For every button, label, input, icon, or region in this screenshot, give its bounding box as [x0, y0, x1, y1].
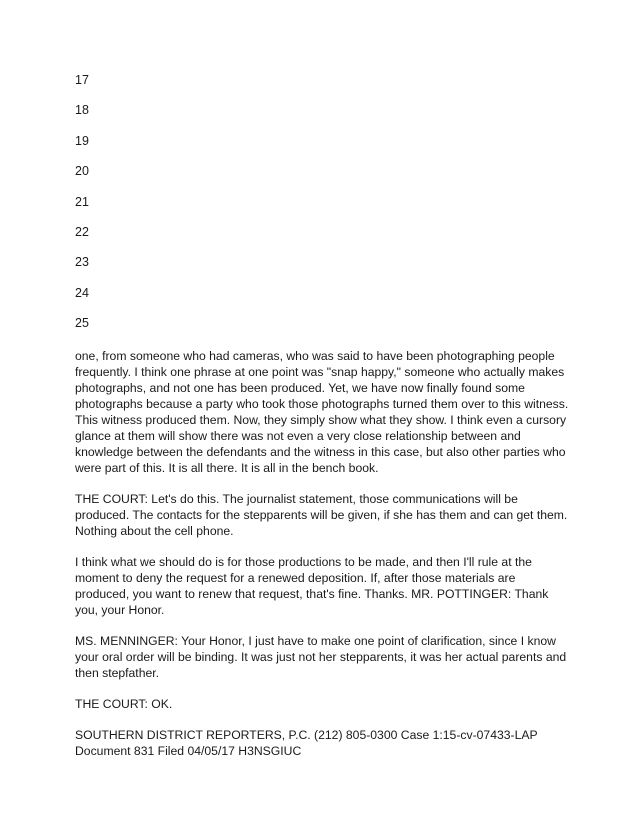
- line-number: 24: [75, 285, 89, 300]
- line-number: 23: [75, 255, 89, 270]
- paragraph-menninger: MS. MENNINGER: Your Honor, I just have to make one point of clarification, since I know your oral order will be binding. It was just not her stepparents, it was her actual parents and then stepfather.: [75, 634, 567, 680]
- line-number: 19: [75, 133, 89, 148]
- line-number: 18: [75, 103, 89, 118]
- line-number: 21: [75, 194, 89, 209]
- line-number-column: [75, 73, 89, 347]
- paragraph-testimony: one, from someone who had cameras, who was said to have been photographing people frequently. I think one phrase at one point was "snap happy," someone who actually makes photographs, and not one has been produced. Yet, we have now finally found some photographs because a party who took those photographs turned them over to this witness. This witness produced them. Now, they simply show what they show. I think even a cursory glance at them will show there was not even a very close relationship between and knowledge between the defendants and the witness in this case, but also other parties who were part of this. It is all there. It is all in the bench book.: [75, 349, 569, 475]
- line-number: 17: [75, 73, 89, 87]
- line-number: 22: [75, 224, 89, 239]
- line-number: 20: [75, 164, 89, 179]
- paragraph-court-ok: THE COURT: OK.: [75, 697, 173, 711]
- transcript-body: [75, 348, 570, 774]
- reporter-footer: SOUTHERN DISTRICT REPORTERS, P.C. (212) 805-0300 Case 1:15-cv-07433-LAP Document 831 Filed 04/05/17 H3NSGIUC: [75, 728, 538, 758]
- paragraph-court-ruling: THE COURT: Let's do this. The journalist statement, those communications will be produced. The contacts for the stepparents will be given, if she has them and can get them. Nothing about the cell phone.: [75, 492, 568, 538]
- paragraph-court-deposition: I think what we should do is for those productions to be made, and then I'll rule at the moment to deny the request for a renewed deposition. If, after those materials are produced, you want to renew that request, that's fine. Thanks. MR. POTTINGER: Thank you, your Honor.: [75, 555, 549, 617]
- line-number: 25: [75, 316, 89, 331]
